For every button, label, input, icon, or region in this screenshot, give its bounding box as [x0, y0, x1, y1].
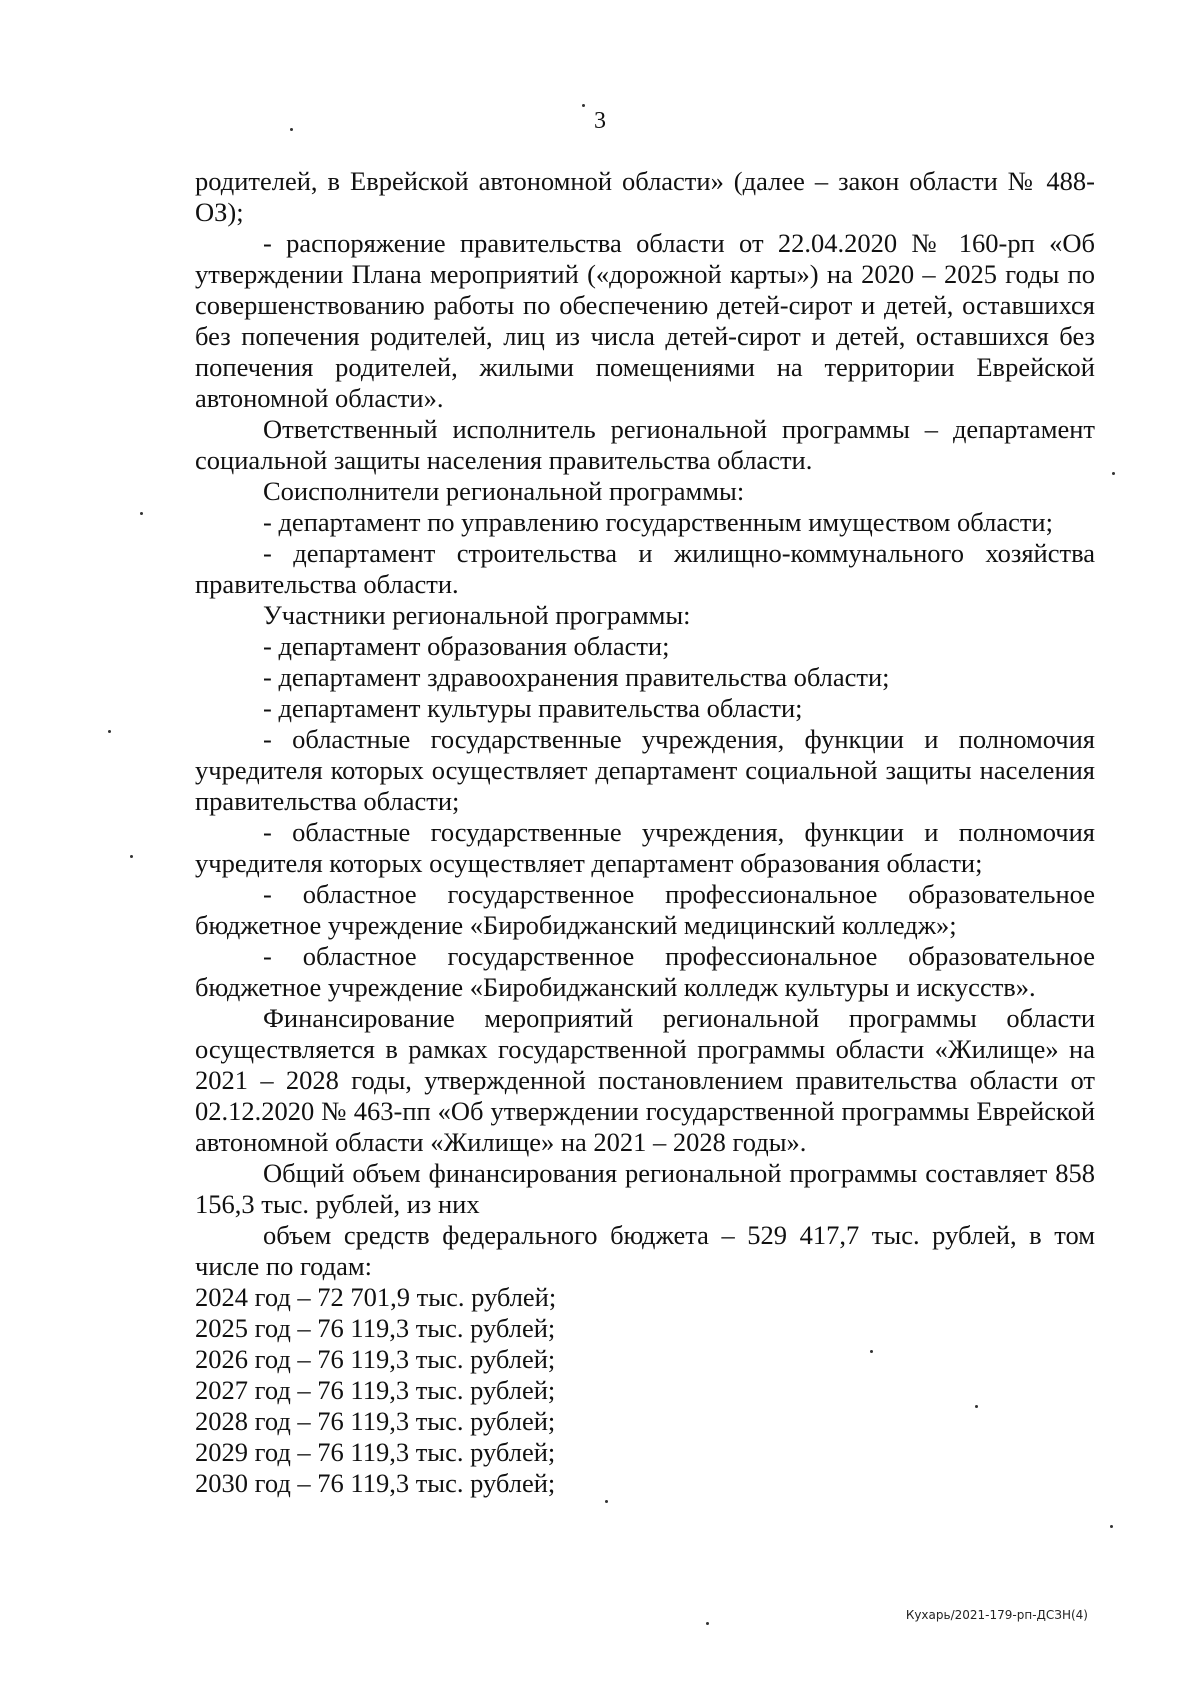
list-item: - областные государственные учреждения, функции и полномочия учредителя которых осуществляет департамент социальной защиты населения правительства области;: [195, 724, 1095, 816]
list-item: - департамент строительства и жилищно-коммунального хозяйства правительства области.: [195, 538, 1095, 599]
year-line: 2029 год – 76 119,3 тыс. рублей;: [195, 1437, 556, 1467]
scan-speck: [1110, 1525, 1113, 1528]
paragraph: Ответственный исполнитель региональной программы – департамент социальной защиты населения правительства области.: [195, 414, 1095, 475]
scan-speck: [706, 1622, 709, 1625]
page-number: 3: [594, 108, 606, 134]
scan-speck: [582, 104, 585, 107]
year-line: 2024 год – 72 701,9 тыс. рублей;: [195, 1282, 557, 1312]
list-item: - областные государственные учреждения, функции и полномочия учредителя которых осуществляет департамент образования области;: [195, 817, 1095, 878]
paragraph: объем средств федерального бюджета – 529 417,7 тыс. рублей, в том числе по годам:: [195, 1220, 1095, 1281]
list-item: - департамент по управлению государственным имуществом области;: [263, 507, 1053, 537]
document-footer: Кухарь/2021-179-рп-ДСЗН(4): [905, 1608, 1088, 1622]
list-item: - департамент здравоохранения правительства области;: [263, 662, 890, 692]
year-line: 2027 год – 76 119,3 тыс. рублей;: [195, 1375, 556, 1405]
scan-speck: [870, 1350, 873, 1353]
scan-speck: [975, 1405, 978, 1408]
scan-speck: [108, 730, 111, 733]
paragraph: родителей, в Еврейской автономной области» (далее – закон области № 488-ОЗ);: [195, 166, 1095, 227]
year-line: 2028 год – 76 119,3 тыс. рублей;: [195, 1406, 556, 1436]
paragraph: Финансирование мероприятий региональной программы области осуществляется в рамках государственной программы области «Жилище» на 2021 – 2028 годы, утвержденной постановлением правительства области от 02.12.2020 № 463-пп «Об утверждении государственной программы Еврейской автономной области «Жилище» на 2021 – 2028 годы».: [195, 1003, 1095, 1157]
scan-speck: [130, 855, 133, 858]
list-item: - департамент культуры правительства области;: [263, 693, 803, 723]
list-item: - областное государственное профессиональное образовательное бюджетное учреждение «Биробиджанский колледж культуры и искусств».: [195, 941, 1095, 1002]
paragraph: Участники региональной программы:: [263, 600, 691, 630]
scan-speck: [140, 512, 143, 515]
paragraph: - распоряжение правительства области от 22.04.2020 № 160-рп «Об утверждении Плана мероприятий («дорожной карты») на 2020 – 2025 годы по совершенствованию работы по обеспечению детей-сирот и детей, оставшихся без попечения родителей, лиц из числа детей-сирот и детей, оставшихся без попечения родителей, жилыми помещениями на территории Еврейской автономной области».: [195, 228, 1095, 413]
year-line: 2025 год – 76 119,3 тыс. рублей;: [195, 1313, 556, 1343]
scan-speck: [605, 1500, 608, 1503]
scan-speck: [290, 128, 293, 131]
paragraph: Общий объем финансирования региональной программы составляет 858 156,3 тыс. рублей, из них: [195, 1158, 1095, 1219]
year-line: 2026 год – 76 119,3 тыс. рублей;: [195, 1344, 556, 1374]
list-item: - департамент образования области;: [263, 631, 670, 661]
year-line: 2030 год – 76 119,3 тыс. рублей;: [195, 1468, 556, 1498]
paragraph: Соисполнители региональной программы:: [263, 476, 745, 506]
scan-speck: [1112, 472, 1115, 475]
document-body: [195, 166, 1095, 1499]
list-item: - областное государственное профессиональное образовательное бюджетное учреждение «Биробиджанский медицинский колледж»;: [195, 879, 1095, 940]
